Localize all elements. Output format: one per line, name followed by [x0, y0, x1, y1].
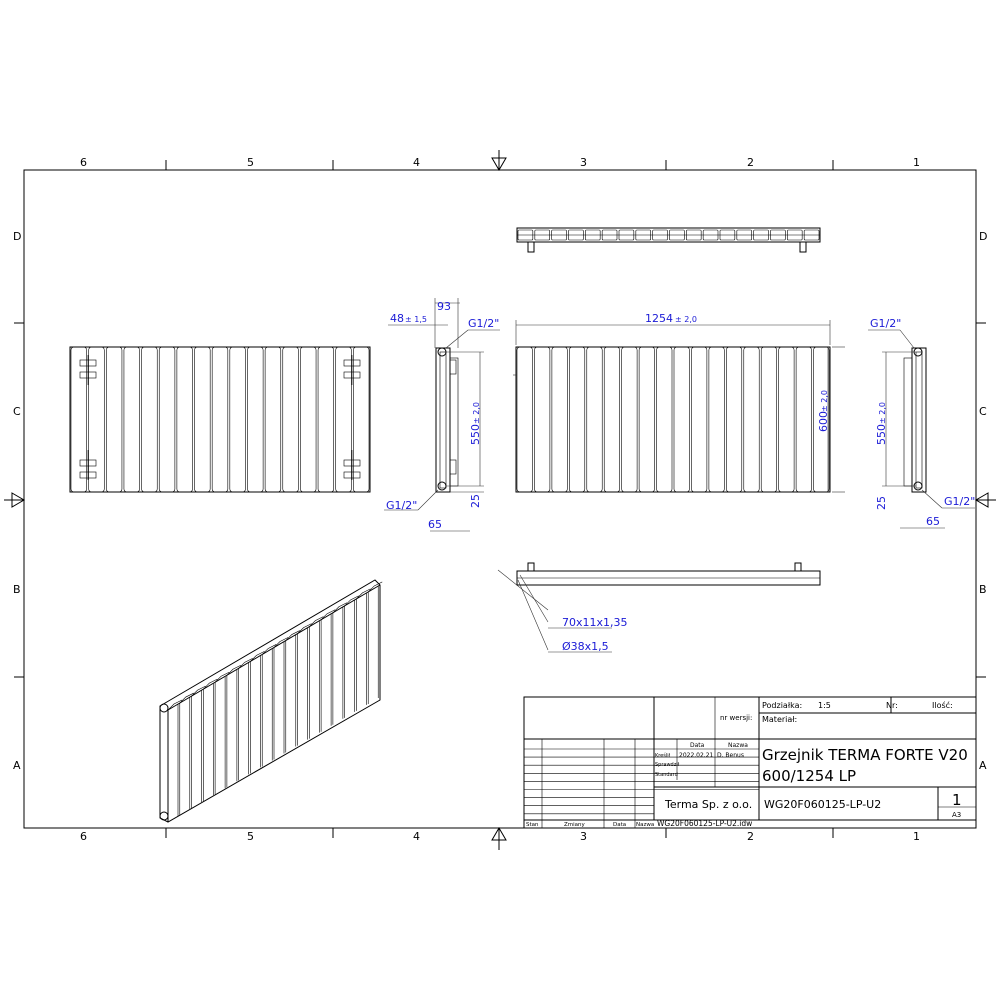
radiator-column — [604, 347, 619, 492]
profile-label: 70x11x1,35 — [562, 616, 628, 629]
radiator-column — [300, 347, 316, 492]
center-mark-right-icon — [976, 493, 996, 507]
zone-row-label: A — [13, 759, 21, 772]
spacing-dimension: 550 — [469, 424, 482, 445]
radiator-column — [674, 347, 689, 492]
radiator-column — [89, 347, 105, 492]
radiator-column — [552, 347, 567, 492]
scale-label: Podziałka: — [762, 701, 803, 710]
rear-view — [70, 347, 370, 492]
company-name: Terma Sp. z o.o. — [665, 798, 753, 811]
right-spacing-dimension: 550 — [875, 424, 888, 445]
radiator-column — [796, 347, 811, 492]
zone-column-label: 6 — [80, 156, 87, 169]
footer-stan: Stan — [526, 822, 539, 828]
width-dimension: 1254 — [645, 312, 673, 325]
radiator-column — [761, 347, 776, 492]
zone-column-label: 2 — [747, 156, 754, 169]
radiator-column — [639, 347, 654, 492]
right-connection-bottom-label: G1/2" — [944, 495, 976, 508]
drawn-date: 2022.02.21 — [679, 752, 714, 759]
scale-value: 1:5 — [818, 701, 831, 710]
zone-row-label: B — [13, 583, 21, 596]
date-header: Data — [690, 742, 705, 749]
zone-column-label: 6 — [80, 830, 87, 843]
zone-row-label: D — [13, 230, 22, 243]
radiator-column — [159, 347, 175, 492]
zone-row-label: D — [979, 230, 988, 243]
zone-column-label: 1 — [913, 830, 920, 843]
depth-dimension: 93 — [437, 300, 451, 313]
standard-label: Standard — [655, 772, 678, 778]
right-side-offset-dimension: 65 — [926, 515, 940, 528]
drawn-label: Kreślił — [655, 753, 671, 759]
zone-column-label: 5 — [247, 156, 254, 169]
footer-data: Data — [613, 822, 627, 828]
radiator-column — [517, 347, 532, 492]
bottom-view — [498, 563, 820, 653]
radiator-column — [534, 347, 549, 492]
radiator-column — [587, 347, 602, 492]
zone-row-label: C — [13, 405, 21, 418]
radiator-column — [569, 347, 584, 492]
center-mark-top-icon — [492, 150, 506, 170]
right-connection-top-label: G1/2" — [870, 317, 902, 330]
drawing-title-line2: 600/1254 LP — [762, 767, 857, 785]
radiator-column — [195, 347, 211, 492]
version-label: nr wersji: — [720, 714, 753, 722]
radiator-column — [71, 347, 87, 492]
drawing-number: WG20F060125-LP-U2 — [764, 798, 882, 811]
zone-row-label: B — [979, 583, 987, 596]
zone-row-label: C — [979, 405, 987, 418]
file-name: WG20F060125-LP-U2.idw — [657, 819, 753, 828]
drawn-name: D. Benus — [717, 752, 744, 759]
radiator-column — [142, 347, 158, 492]
connection-top-label: G1/2" — [468, 317, 500, 330]
isometric-view — [160, 580, 382, 822]
drawing-title-line1: Grzejnik TERMA FORTE V20 — [762, 746, 968, 764]
radiator-column — [622, 347, 637, 492]
radiator-column — [247, 347, 263, 492]
sheet-format: A3 — [952, 811, 962, 819]
radiator-column — [106, 347, 122, 492]
zone-column-label: 3 — [580, 156, 587, 169]
radiator-column — [353, 347, 369, 492]
checked-label: Sprawdził — [655, 762, 680, 768]
height-dimension: 600 — [817, 411, 830, 432]
right-spacing-tolerance: ± 2,0 — [878, 402, 887, 424]
drawing-frame — [24, 170, 976, 828]
zone-labels — [13, 156, 987, 843]
sheet-number: 1 — [952, 791, 962, 809]
zone-row-label: A — [979, 759, 987, 772]
radiator-column — [177, 347, 193, 492]
radiator-column — [265, 347, 281, 492]
zone-column-label: 4 — [413, 156, 420, 169]
zone-column-label: 3 — [580, 830, 587, 843]
zone-column-label: 4 — [413, 830, 420, 843]
front-view — [513, 312, 845, 492]
quantity-label: Ilość: — [932, 701, 953, 710]
side-view-left — [384, 298, 500, 531]
radiator-column — [283, 347, 299, 492]
material-label: Materiał: — [762, 715, 798, 724]
center-mark-bottom-icon — [492, 828, 506, 850]
zone-column-label: 2 — [747, 830, 754, 843]
radiator-column — [657, 347, 672, 492]
radiator-column — [124, 347, 140, 492]
radiator-column — [336, 347, 352, 492]
width-tolerance: ± 2,0 — [675, 315, 697, 324]
nr-label: Nr: — [886, 701, 898, 710]
connection-bottom-label: G1/2" — [386, 499, 418, 512]
zone-column-label: 5 — [247, 830, 254, 843]
height-tolerance: ± 2,0 — [820, 390, 829, 412]
radiator-column — [691, 347, 706, 492]
center-mark-left-icon — [4, 493, 24, 507]
name-header: Nazwa — [728, 742, 748, 749]
bottom-offset-dimension: 25 — [469, 494, 482, 508]
radiator-column — [779, 347, 794, 492]
top-view — [517, 228, 820, 252]
radiator-column — [318, 347, 334, 492]
radiator-column — [726, 347, 741, 492]
side-view-right — [868, 317, 975, 528]
radiator-column — [709, 347, 724, 492]
zone-column-label: 1 — [913, 156, 920, 169]
spacing-tolerance: ± 2,0 — [472, 402, 481, 424]
footer-zmiany: Zmiany — [564, 822, 585, 828]
side-offset-dimension: 65 — [428, 518, 442, 531]
footer-nazwa: Nazwa — [636, 822, 655, 828]
radiator-column — [212, 347, 228, 492]
title-block — [524, 697, 976, 828]
radiator-column — [230, 347, 246, 492]
offset-dimension: 48 — [390, 312, 404, 325]
radiator-column — [744, 347, 759, 492]
pipe-label: Ø38x1,5 — [562, 640, 609, 653]
right-bottom-offset-dimension: 25 — [875, 496, 888, 510]
offset-tolerance: ± 1,5 — [405, 315, 427, 324]
